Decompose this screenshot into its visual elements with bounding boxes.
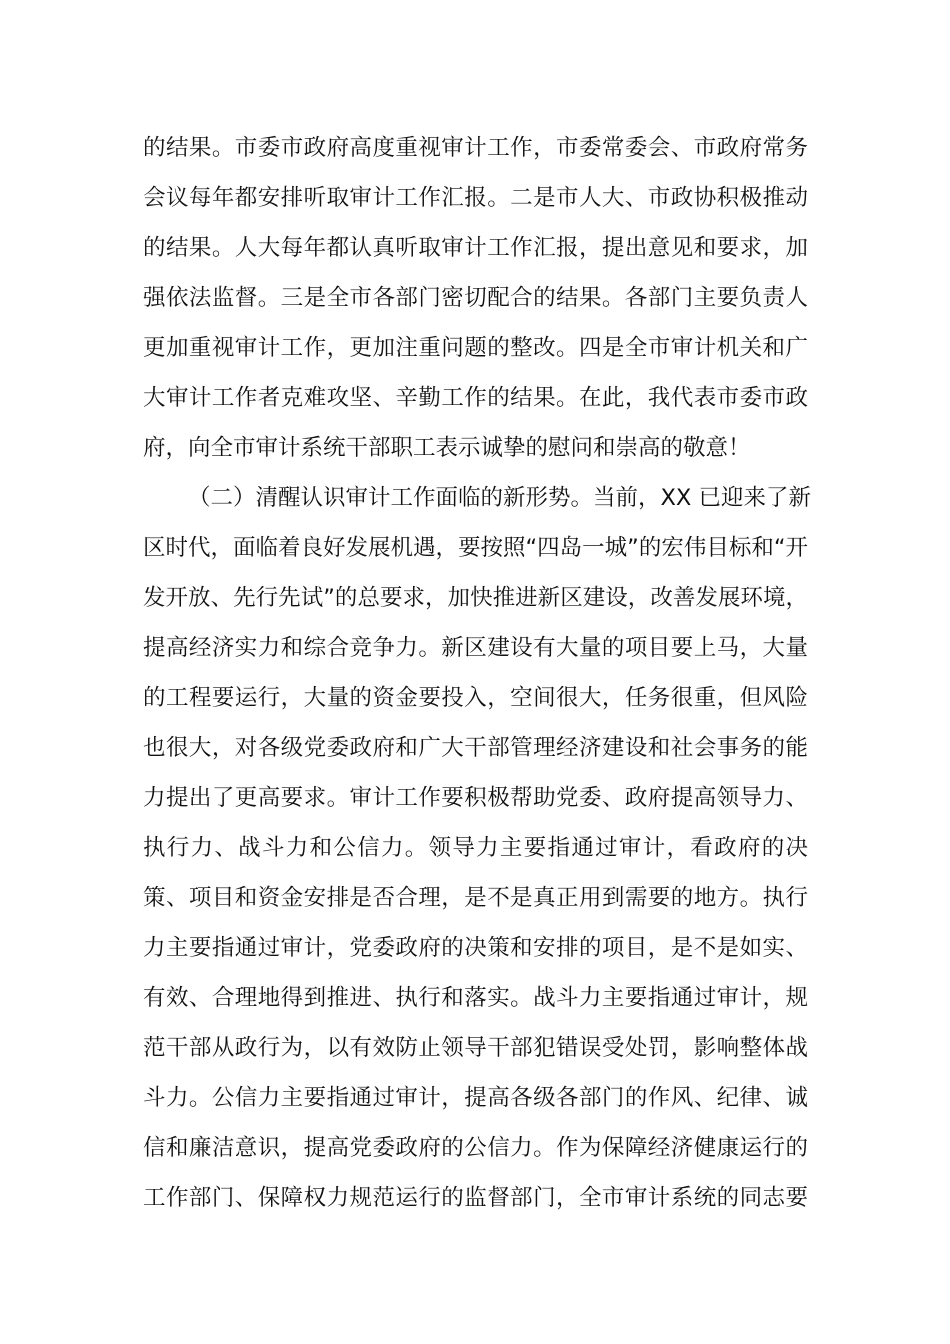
text-line: 信和廉洁意识，提高党委政府的公信力。作为保障经济健康运行的 xyxy=(143,1135,808,1161)
text-line: 的结果。市委市政府高度重视审计工作，市委常委会、市政府常务 xyxy=(143,135,808,161)
text-line: 大审计工作者克难攻坚、辛勤工作的结果。在此，我代表市委市政 xyxy=(143,385,808,411)
text-line: 强依法监督。三是全市各部门密切配合的结果。各部门主要负责人 xyxy=(143,285,808,311)
text-line: 也很大，对各级党委政府和广大干部管理经济建设和社会事务的能 xyxy=(143,735,808,761)
text-line: 的结果。人大每年都认真听取审计工作汇报，提出意见和要求，加 xyxy=(143,235,808,261)
text-line: 有效、合理地得到推进、执行和落实。战斗力主要指通过审计，规 xyxy=(143,985,808,1011)
text-line: 更加重视审计工作，更加注重问题的整改。四是全市审计机关和广 xyxy=(143,335,808,361)
text-line: 会议每年都安排听取审计工作汇报。二是市人大、市政协积极推动 xyxy=(143,185,808,211)
text-line: 力主要指通过审计，党委政府的决策和安排的项目，是不是如实、 xyxy=(143,935,808,961)
text-line: 范干部从政行为，以有效防止领导干部犯错误受处罚，影响整体战 xyxy=(143,1035,808,1061)
text-line: 力提出了更高要求。审计工作要积极帮助党委、政府提高领导力、 xyxy=(143,785,808,811)
text-line: 策、项目和资金安排是否合理，是不是真正用到需要的地方。执行 xyxy=(143,885,808,911)
paragraph-end-line: 府，向全市审计系统干部职工表示诚挚的慰问和崇高的敬意！ xyxy=(143,435,751,461)
text-line: 工作部门、保障权力规范运行的监督部门，全市审计系统的同志要 xyxy=(143,1185,808,1211)
text-line: 斗力。公信力主要指通过审计，提高各级各部门的作风、纪律、诚 xyxy=(143,1085,808,1111)
text-line: 区时代，面临着良好发展机遇，要按照“四岛一城”的宏伟目标和“开 xyxy=(143,535,808,561)
section-heading-line: （二）清醒认识审计工作面临的新形势。当前，XX 已迎来了新 xyxy=(188,485,811,511)
text-line: 执行力、战斗力和公信力。领导力主要指通过审计，看政府的决 xyxy=(143,835,808,861)
text-line: 的工程要运行，大量的资金要投入，空间很大，任务很重，但风险 xyxy=(143,685,808,711)
text-line: 提高经济实力和综合竞争力。新区建设有大量的项目要上马，大量 xyxy=(143,635,808,661)
text-line: 发开放、先行先试”的总要求，加快推进新区建设，改善发展环境， xyxy=(143,585,808,611)
